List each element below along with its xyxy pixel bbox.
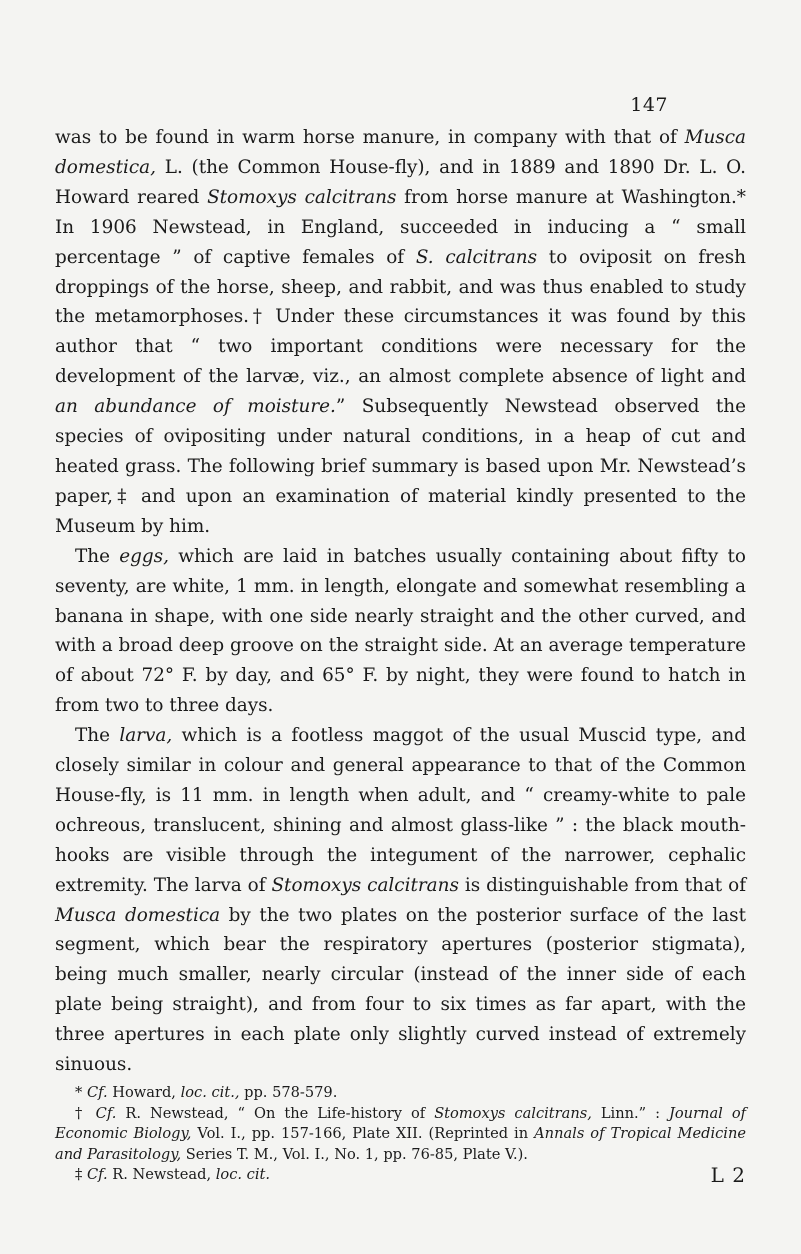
text-run: * xyxy=(75,1084,87,1101)
italic-run: Stomoxys calcitrans xyxy=(271,874,459,896)
italic-run: Annals of Tropical Medicine and Parasitology, xyxy=(55,1125,746,1163)
text-run: Linn.” : xyxy=(591,1104,670,1122)
footnote-3 xyxy=(55,1165,746,1186)
italic-run: Stomoxys calcitrans, xyxy=(434,1104,592,1122)
text-run: The xyxy=(75,725,120,747)
paragraph-1 xyxy=(55,123,746,542)
italic-run: Musca domestica, xyxy=(55,127,746,178)
text-run: which is a footless maggot of the usual Muscid type, and closely similar in colour and general appearance to that of the Common House-fly, is 11 mm. in length when adult, and “ creamy-white to pale ochreous, translucent, shining and almost glass-like ” : the black mouth-hooks are visible through the integument of the narrower, cephalic extremity. The larva of xyxy=(55,725,746,896)
text-run: which are laid in batches usually containing about fifty to seventy, are white, 1 mm. in length, elongate and somewhat resembling a banana in shape, with one side nearly straight and the other curved, and with a broad deep groove on the straight side. At an average temperature of about 72° F. by day, and 65° F. by night, they were found to hatch in from two to three days. xyxy=(55,545,746,717)
italic-run: eggs, xyxy=(119,545,169,567)
text-run: R. Newstead, “ On the Life-history of xyxy=(116,1104,435,1122)
text-run: † xyxy=(75,1104,96,1122)
footnote-1 xyxy=(55,1083,746,1104)
text-run: Howard, xyxy=(107,1084,181,1101)
text-run: The xyxy=(75,545,120,567)
signature-mark: L 2 xyxy=(710,1163,746,1187)
italic-run: Stomoxys calcitrans xyxy=(207,186,397,208)
text-run: R. Newstead, xyxy=(107,1166,216,1183)
text-run: by the two plates on the posterior surface of the last segment, which bear the respiratory apertures (posterior stigmata), being much smaller, nearly circular (instead of the inner side of each plate being straight), and from four to six times as far apart, with the three apertures in each plate only slightly curved instead of extremely sinuous. xyxy=(55,904,746,1076)
footnotes xyxy=(55,1083,746,1186)
italic-run: an abundance of moisture. xyxy=(55,396,336,418)
text-run: Vol. I., pp. 157-166, Plate XII. (Reprinted in xyxy=(191,1125,535,1142)
text-run: to oviposit on fresh droppings of the horse, sheep, and rabbit, and was thus enabled to study the metamorphoses.† Under these circumstances it was found by this author that “ two important conditions were necessary for the development of the larvæ, viz., an almost complete absence of light and xyxy=(55,246,746,388)
italic-run: S. calcitrans xyxy=(415,246,538,268)
italic-run: Journal of Economic Biology, xyxy=(55,1104,747,1142)
italic-run: Musca domestica xyxy=(55,904,221,926)
italic-run: larva, xyxy=(119,725,173,747)
text-run: L. (the Common House-fly), and in 1889 and 1890 Dr. L. O. Howard reared xyxy=(55,156,746,208)
text-run: is distinguishable from that of xyxy=(458,874,747,896)
italic-run: Cf. xyxy=(95,1104,117,1122)
body-text xyxy=(55,123,746,1080)
paragraph-3 xyxy=(55,721,746,1080)
text-run: ‡ xyxy=(75,1166,87,1183)
text-run: Series T. M., Vol. I., No. 1, pp. 76-85, Plate V.). xyxy=(181,1145,528,1163)
italic-run: loc. cit. xyxy=(215,1166,270,1183)
italic-run: Cf. xyxy=(86,1084,108,1101)
footnote-2 xyxy=(55,1104,746,1166)
text-run: pp. 578-579. xyxy=(239,1084,338,1101)
text-run: from horse manure at Washington.* In 1906 Newstead, in England, succeeded in inducing a “ small percentage ” of captive females of xyxy=(55,186,747,268)
italic-run: loc. cit., xyxy=(180,1084,240,1101)
text-run: was to be found in warm horse manure, in company with that of xyxy=(55,127,685,148)
page-number: 147 xyxy=(630,94,668,116)
italic-run: Cf. xyxy=(86,1166,108,1183)
paragraph-2 xyxy=(55,542,746,721)
text-run: ” Subsequently Newstead observed the species of ovipositing under natural conditions, in a heap of cut and heated grass. The following brief summary is based upon Mr. Newstead’s paper,‡ and upon an examination of material kindly presented to the Museum by him. xyxy=(55,396,746,537)
